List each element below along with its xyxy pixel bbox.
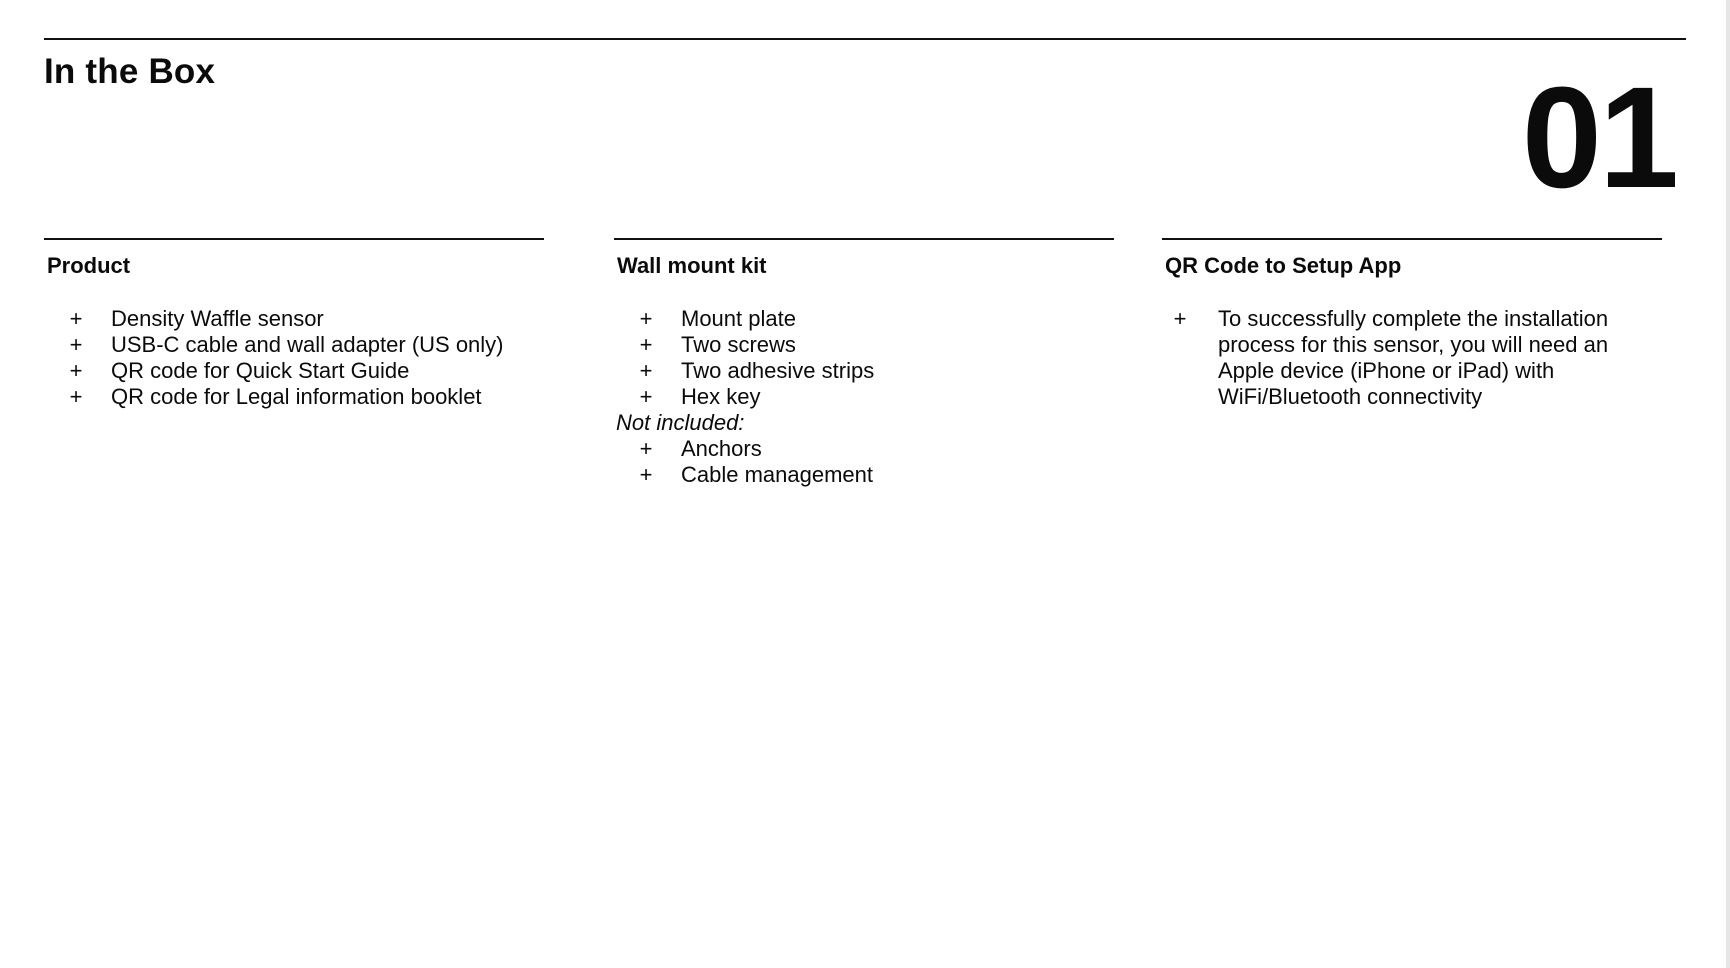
list-item: + QR code for Legal information booklet: [44, 384, 544, 410]
not-included-list: [614, 436, 1114, 488]
plus-icon: +: [639, 306, 653, 331]
plus-icon: +: [69, 332, 83, 357]
column-rule: [614, 238, 1114, 240]
not-included-note: Not included:: [616, 410, 745, 435]
column-product: [44, 238, 544, 410]
list-item: + Cable management: [614, 462, 1114, 488]
column-rule: [44, 238, 544, 240]
plus-icon: +: [639, 384, 653, 409]
plus-icon: +: [639, 436, 653, 461]
plus-icon: +: [69, 358, 83, 383]
top-rule: [44, 38, 1686, 40]
list-item: + Two adhesive strips: [614, 358, 1114, 384]
item-list: [44, 306, 544, 410]
list-item: + Mount plate: [614, 306, 1114, 332]
plus-icon: +: [639, 358, 653, 383]
list-item: + To successfully complete the installation process for this sensor, you will need an Apple device (iPhone or iPad) with WiFi/Bluetooth connectivity: [1162, 306, 1662, 410]
item-list: [614, 306, 1114, 410]
viewer-edge: [1726, 0, 1730, 968]
column-heading: Product: [47, 253, 131, 278]
column-heading: Wall mount kit: [617, 253, 767, 278]
item-list: [1162, 306, 1662, 410]
list-item: + Density Waffle sensor: [44, 306, 544, 332]
list-item: + Two screws: [614, 332, 1114, 358]
list-item: + USB-C cable and wall adapter (US only): [44, 332, 544, 358]
column-wall-mount-kit: [614, 238, 1114, 488]
section-number: 01: [1521, 57, 1676, 218]
plus-icon: +: [639, 462, 653, 487]
column-rule: [1162, 238, 1662, 240]
plus-icon: +: [1173, 306, 1187, 331]
plus-icon: +: [69, 306, 83, 331]
column-heading: QR Code to Setup App: [1165, 253, 1402, 278]
column-qr-setup-app: [1162, 238, 1662, 410]
list-item: + QR code for Quick Start Guide: [44, 358, 544, 384]
list-item: + Anchors: [614, 436, 1114, 462]
plus-icon: +: [639, 332, 653, 357]
page-title: In the Box: [44, 52, 216, 91]
list-item: + Hex key: [614, 384, 1114, 410]
plus-icon: +: [69, 384, 83, 409]
